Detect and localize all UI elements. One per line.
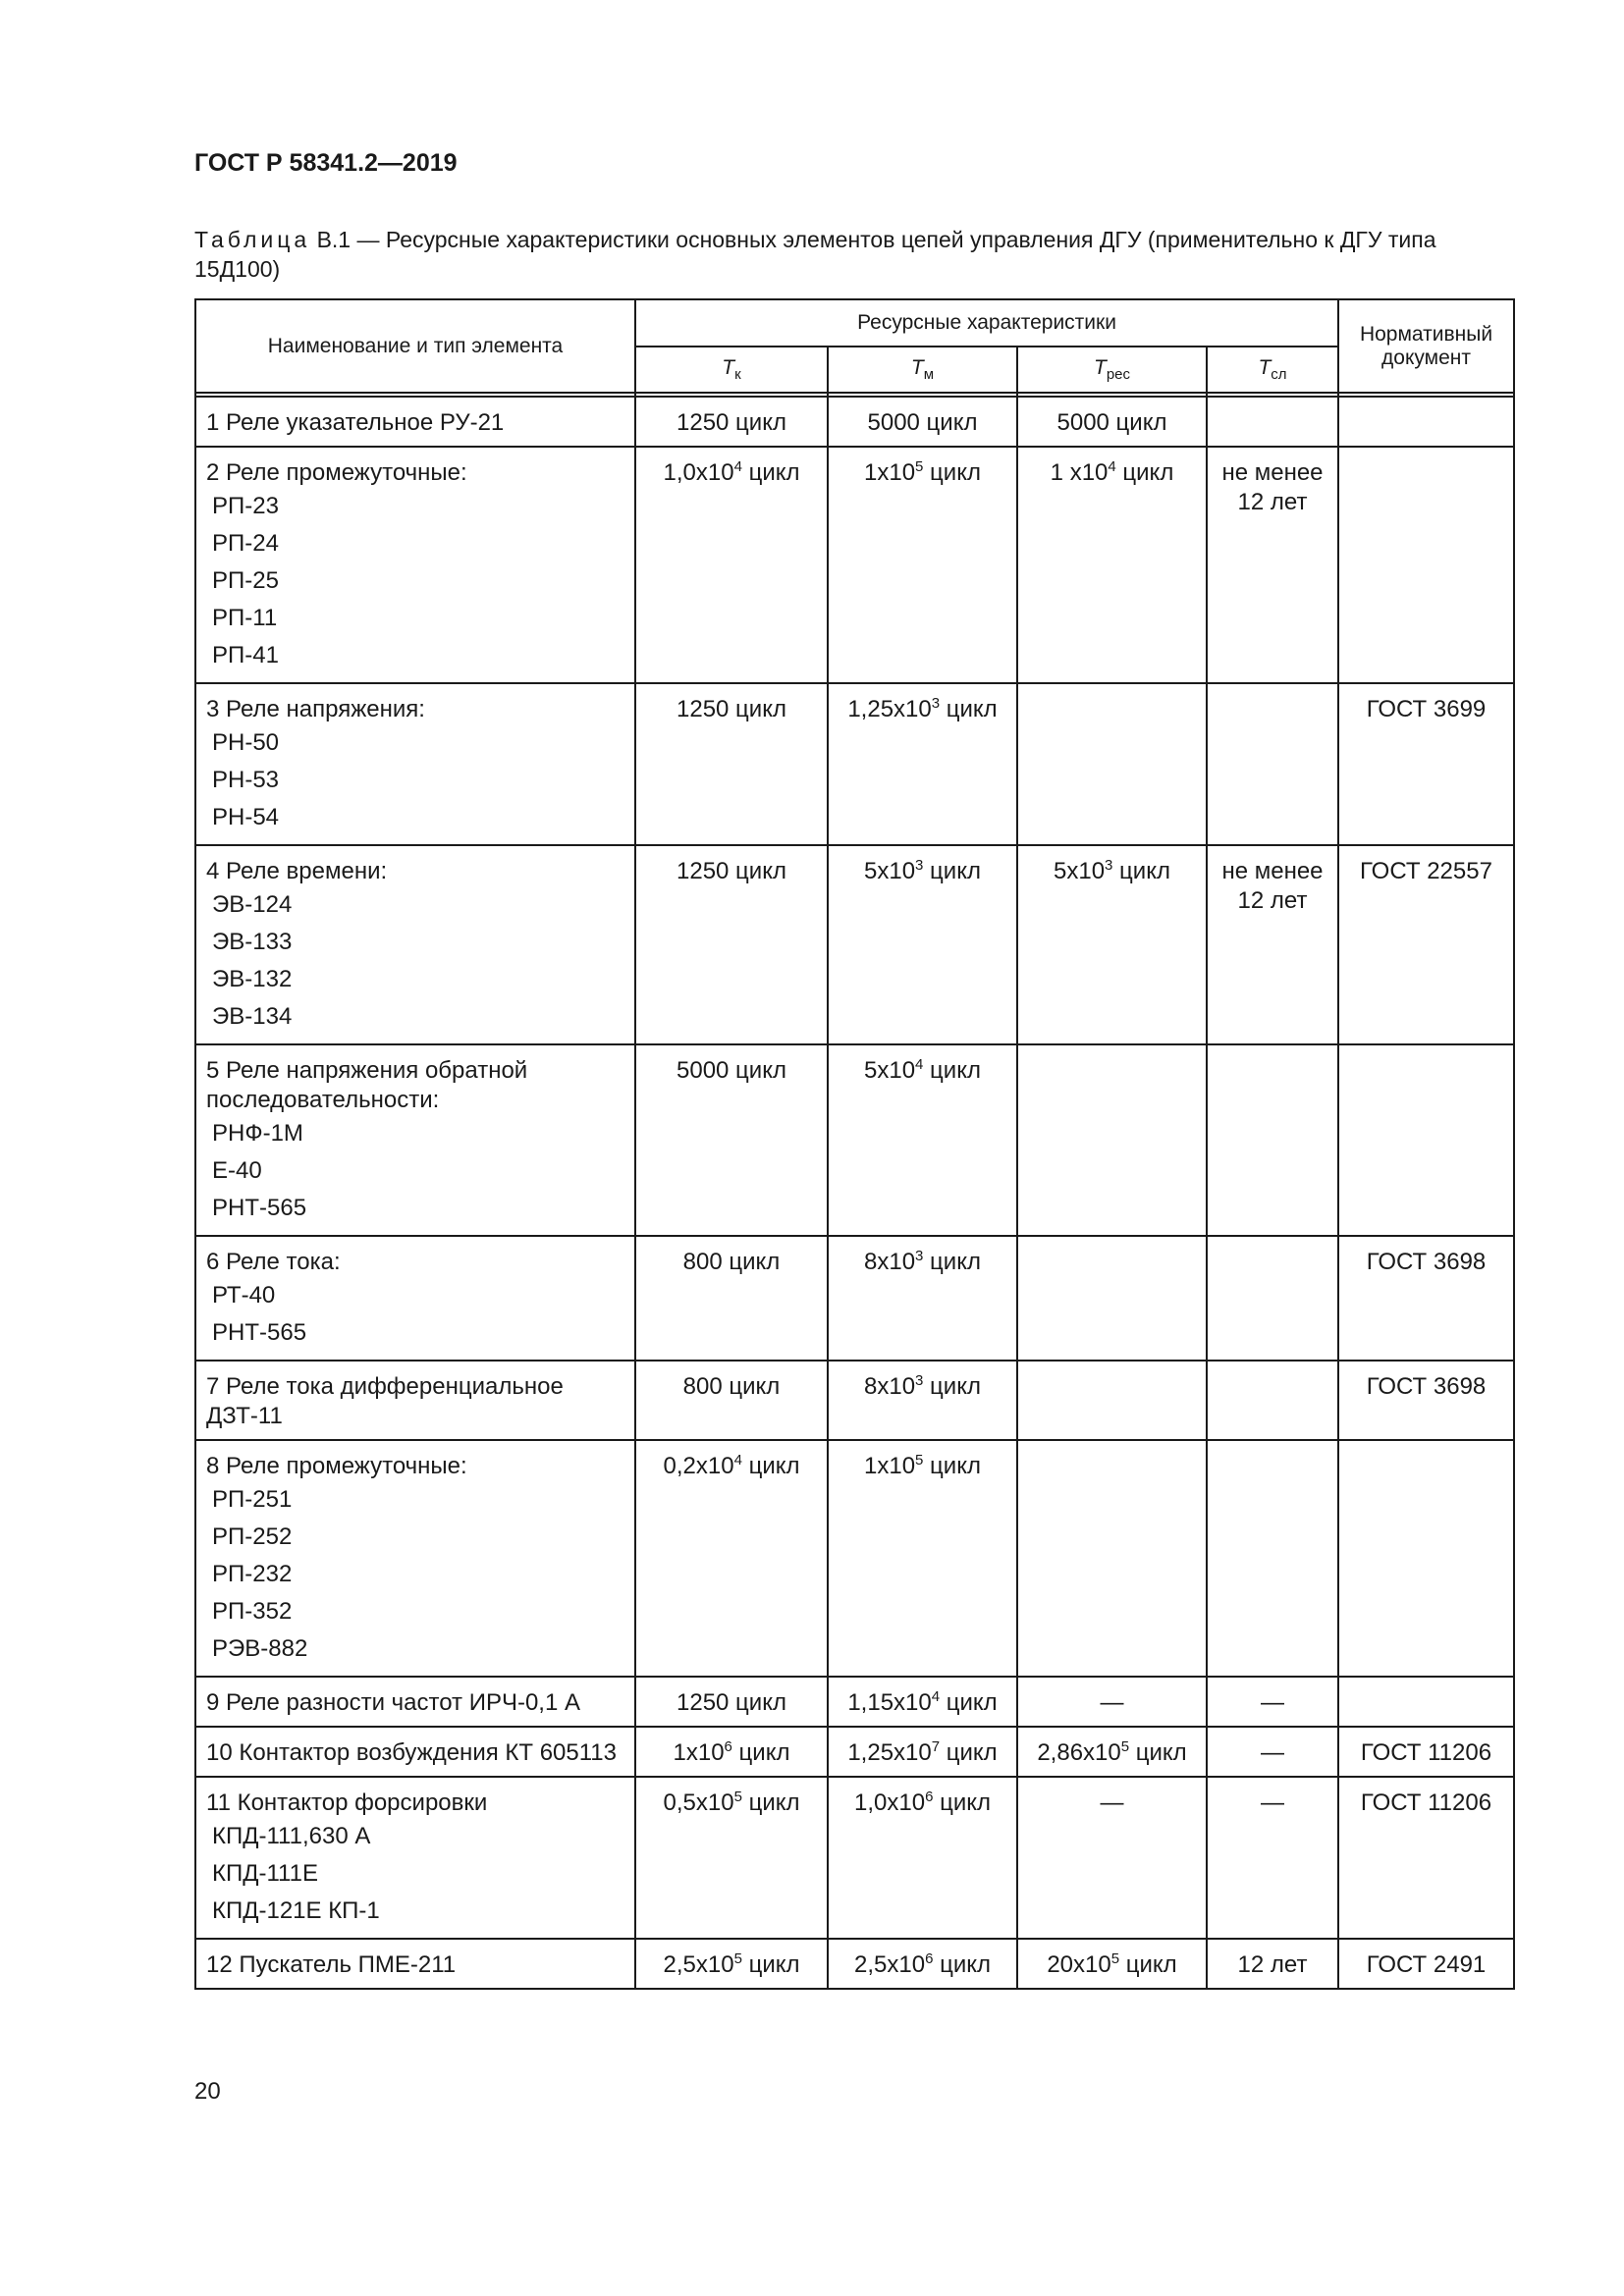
cell-tsl bbox=[1207, 1044, 1338, 1236]
header-tres-symbol: T bbox=[1093, 355, 1107, 379]
element-type: РНТ-565 bbox=[212, 1195, 307, 1221]
value-exponent: 4 bbox=[915, 1056, 924, 1073]
cell-doc bbox=[1338, 1777, 1514, 1939]
cell-doc bbox=[1338, 1044, 1514, 1236]
value-base: 2,5х10 bbox=[663, 1951, 734, 1978]
value-exponent: 7 bbox=[931, 1738, 941, 1755]
cell-tsl bbox=[1207, 397, 1338, 447]
value-base: 2,5х10 bbox=[854, 1951, 926, 1978]
cell-tk bbox=[635, 1044, 828, 1236]
element-type: ЭВ-133 bbox=[212, 929, 293, 955]
value-unit: цикл bbox=[741, 1453, 800, 1479]
caption-text: В.1 — Ресурсные характеристики основных элементов цепей управления ДГУ (применительно к ДГУ типа 15Д100) bbox=[194, 227, 1436, 282]
value-exponent: 5 bbox=[1120, 1738, 1130, 1755]
table-body bbox=[195, 393, 1514, 1989]
value-text: ГОСТ 3698 bbox=[1366, 1249, 1487, 1275]
table-row bbox=[195, 1044, 1514, 1236]
value-unit: цикл bbox=[1119, 1951, 1177, 1978]
element-type: РП-41 bbox=[212, 642, 279, 668]
value-exponent: 5 bbox=[1110, 1950, 1120, 1967]
cell-doc bbox=[1338, 1939, 1514, 1989]
cell-tres bbox=[1017, 845, 1207, 1044]
element-type: РП-23 bbox=[212, 493, 279, 519]
element-name-cell bbox=[195, 1236, 635, 1361]
element-type: РН-54 bbox=[212, 804, 280, 830]
element-name-cell bbox=[195, 1677, 635, 1727]
cell-tk bbox=[635, 1727, 828, 1777]
element-name: 3 Реле напряжения: bbox=[206, 696, 425, 722]
table-row bbox=[195, 397, 1514, 447]
cell-tk bbox=[635, 1777, 828, 1939]
cell-tk bbox=[635, 1236, 828, 1361]
value-unit: цикл bbox=[1112, 858, 1170, 884]
value-unit: цикл bbox=[940, 1739, 998, 1766]
value-text: 5000 цикл bbox=[867, 409, 978, 436]
header-name: Наименование и тип элемента bbox=[195, 299, 635, 393]
element-type: РНТ-565 bbox=[212, 1319, 307, 1346]
element-name-cell bbox=[195, 1440, 635, 1677]
header-resource-group: Ресурсные характеристики bbox=[635, 299, 1338, 347]
value-exponent: 5 bbox=[915, 458, 924, 475]
cell-tres bbox=[1017, 1440, 1207, 1677]
element-type: РП-11 bbox=[212, 605, 278, 631]
value-text: — bbox=[1261, 1739, 1284, 1766]
value-base: 1 х10 bbox=[1050, 459, 1109, 486]
element-type: РП-352 bbox=[212, 1598, 293, 1625]
value-text: ГОСТ 3699 bbox=[1366, 696, 1487, 722]
cell-tm bbox=[828, 1044, 1017, 1236]
element-name: 9 Реле разности частот ИРЧ-0,1 А bbox=[206, 1689, 580, 1716]
value-unit: цикл bbox=[1129, 1739, 1187, 1766]
value-text: 12 лет bbox=[1237, 1951, 1308, 1978]
header-tm bbox=[828, 347, 1017, 393]
element-name-cell bbox=[195, 683, 635, 845]
header-tk bbox=[635, 347, 828, 393]
value-exponent: 6 bbox=[925, 1789, 934, 1805]
element-name: 12 Пускатель ПМЕ-211 bbox=[206, 1951, 457, 1978]
value-text: 1250 цикл bbox=[677, 1689, 786, 1716]
cell-tsl bbox=[1207, 1677, 1338, 1727]
cell-doc bbox=[1338, 1361, 1514, 1440]
table-caption bbox=[194, 225, 1512, 284]
table-row bbox=[195, 845, 1514, 1044]
element-type: РП-25 bbox=[212, 567, 279, 594]
value-text: 1250 цикл bbox=[677, 696, 786, 722]
value-exponent: 3 bbox=[915, 1372, 924, 1389]
cell-tres bbox=[1017, 447, 1207, 683]
cell-doc bbox=[1338, 447, 1514, 683]
element-type: РП-252 bbox=[212, 1523, 293, 1550]
cell-tsl bbox=[1207, 683, 1338, 845]
cell-tm bbox=[828, 1440, 1017, 1677]
cell-tk bbox=[635, 447, 828, 683]
element-name: 4 Реле времени: bbox=[206, 858, 388, 884]
value-base: 5х10 bbox=[1054, 858, 1106, 884]
value-exponent: 5 bbox=[915, 1452, 924, 1468]
value-text: 5000 цикл bbox=[677, 1057, 786, 1084]
value-text: 5000 цикл bbox=[1056, 409, 1167, 436]
table-row bbox=[195, 683, 1514, 845]
element-type: ЭВ-124 bbox=[212, 891, 293, 918]
header-tk-sub: к bbox=[734, 366, 741, 384]
value-exponent: 3 bbox=[915, 1248, 924, 1264]
value-text: 1250 цикл bbox=[677, 409, 786, 436]
element-name-cell bbox=[195, 1727, 635, 1777]
cell-tk bbox=[635, 1440, 828, 1677]
value-text: ГОСТ 11206 bbox=[1360, 1789, 1492, 1816]
value-base: 1х10 bbox=[864, 1453, 916, 1479]
value-unit: цикл bbox=[923, 1373, 981, 1400]
element-type: РП-251 bbox=[212, 1486, 293, 1513]
value-unit: цикл bbox=[923, 858, 981, 884]
value-text: 800 цикл bbox=[682, 1249, 781, 1275]
value-unit: цикл bbox=[741, 1951, 800, 1978]
header-tsl-symbol: T bbox=[1258, 355, 1272, 379]
value-base: 0,2х10 bbox=[663, 1453, 734, 1479]
value-exponent: 4 bbox=[733, 458, 742, 475]
value-exponent: 4 bbox=[733, 1452, 742, 1468]
cell-doc bbox=[1338, 1677, 1514, 1727]
element-name-cell bbox=[195, 447, 635, 683]
cell-tm bbox=[828, 397, 1017, 447]
value-text: ГОСТ 22557 bbox=[1360, 858, 1492, 884]
resource-table bbox=[194, 298, 1515, 1990]
cell-tk bbox=[635, 1361, 828, 1440]
cell-doc bbox=[1338, 397, 1514, 447]
value-exponent: 4 bbox=[1108, 458, 1116, 475]
cell-tres bbox=[1017, 1939, 1207, 1989]
value-unit: цикл bbox=[1115, 459, 1174, 486]
cell-tsl bbox=[1207, 1939, 1338, 1989]
element-name: 5 Реле напряжения обратной последовательности: bbox=[206, 1057, 528, 1113]
value-unit: цикл bbox=[940, 696, 998, 722]
cell-tm bbox=[828, 447, 1017, 683]
value-base: 2,86х10 bbox=[1037, 1739, 1121, 1766]
element-type: ЭВ-134 bbox=[212, 1003, 293, 1030]
table-row bbox=[195, 1361, 1514, 1440]
table-row bbox=[195, 1677, 1514, 1727]
table-row bbox=[195, 1777, 1514, 1939]
page-number: 20 bbox=[194, 2078, 221, 2105]
cell-tm bbox=[828, 1677, 1017, 1727]
cell-tk bbox=[635, 1677, 828, 1727]
element-type: КПД-111Е bbox=[212, 1860, 318, 1887]
cell-doc bbox=[1338, 845, 1514, 1044]
element-name-cell bbox=[195, 1939, 635, 1989]
value-unit: цикл bbox=[731, 1739, 790, 1766]
cell-tm bbox=[828, 1939, 1017, 1989]
table-row bbox=[195, 1236, 1514, 1361]
element-type: КПД-121Е КП-1 bbox=[212, 1897, 380, 1924]
element-type: РНФ-1М bbox=[212, 1120, 303, 1147]
value-text: не менее 12 лет bbox=[1221, 459, 1324, 515]
header-tm-sub: м bbox=[923, 366, 935, 384]
value-text: ГОСТ 3698 bbox=[1366, 1373, 1487, 1400]
element-name-cell bbox=[195, 845, 635, 1044]
header-tres bbox=[1017, 347, 1207, 393]
cell-tres bbox=[1017, 1727, 1207, 1777]
cell-tk bbox=[635, 845, 828, 1044]
element-name-cell bbox=[195, 397, 635, 447]
element-type: Е-40 bbox=[212, 1157, 262, 1184]
value-exponent: 3 bbox=[931, 695, 941, 712]
value-text: 1250 цикл bbox=[677, 858, 786, 884]
value-text: — bbox=[1100, 1789, 1124, 1816]
cell-tsl bbox=[1207, 845, 1338, 1044]
element-name: 11 Контактор форсировки bbox=[206, 1789, 488, 1816]
value-text: не менее 12 лет bbox=[1221, 858, 1324, 914]
value-base: 1,25х10 bbox=[847, 1739, 932, 1766]
cell-tres bbox=[1017, 1361, 1207, 1440]
cell-tk bbox=[635, 397, 828, 447]
element-type: РН-53 bbox=[212, 767, 280, 793]
cell-doc bbox=[1338, 1440, 1514, 1677]
cell-tsl bbox=[1207, 1777, 1338, 1939]
cell-tm bbox=[828, 1727, 1017, 1777]
value-base: 1х10 bbox=[673, 1739, 725, 1766]
value-base: 5х10 bbox=[864, 1057, 916, 1084]
cell-tk bbox=[635, 1939, 828, 1989]
element-type: РЭВ-882 bbox=[212, 1635, 308, 1662]
element-type: РТ-40 bbox=[212, 1282, 276, 1308]
element-name-cell bbox=[195, 1044, 635, 1236]
value-base: 1х10 bbox=[864, 459, 916, 486]
value-base: 20х10 bbox=[1047, 1951, 1111, 1978]
cell-doc bbox=[1338, 1236, 1514, 1361]
cell-tres bbox=[1017, 683, 1207, 845]
cell-tres bbox=[1017, 1777, 1207, 1939]
value-unit: цикл bbox=[741, 1789, 800, 1816]
table-row bbox=[195, 1440, 1514, 1677]
document-header: ГОСТ Р 58341.2—2019 bbox=[194, 149, 458, 177]
cell-tsl bbox=[1207, 1440, 1338, 1677]
value-unit: цикл bbox=[933, 1951, 991, 1978]
cell-tsl bbox=[1207, 1361, 1338, 1440]
value-unit: цикл bbox=[923, 459, 981, 486]
value-unit: цикл bbox=[940, 1689, 998, 1716]
element-type: ЭВ-132 bbox=[212, 966, 293, 992]
value-base: 1,0х10 bbox=[854, 1789, 926, 1816]
value-base: 8х10 bbox=[864, 1249, 916, 1275]
value-exponent: 5 bbox=[733, 1950, 742, 1967]
header-tk-symbol: T bbox=[722, 355, 735, 379]
cell-tsl bbox=[1207, 447, 1338, 683]
cell-tm bbox=[828, 1777, 1017, 1939]
cell-tres bbox=[1017, 1236, 1207, 1361]
value-base: 0,5х10 bbox=[663, 1789, 734, 1816]
value-text: — bbox=[1261, 1689, 1284, 1716]
value-unit: цикл bbox=[741, 459, 800, 486]
value-base: 8х10 bbox=[864, 1373, 916, 1400]
cell-tres bbox=[1017, 1677, 1207, 1727]
element-name: 7 Реле тока дифференциальное ДЗТ-11 bbox=[206, 1373, 564, 1429]
cell-tm bbox=[828, 845, 1017, 1044]
value-exponent: 4 bbox=[931, 1688, 941, 1705]
cell-tm bbox=[828, 683, 1017, 845]
cell-tk bbox=[635, 683, 828, 845]
value-unit: цикл bbox=[933, 1789, 991, 1816]
element-type: КПД-111,630 А bbox=[212, 1823, 371, 1849]
cell-tm bbox=[828, 1236, 1017, 1361]
element-name: 1 Реле указательное РУ-21 bbox=[206, 409, 505, 436]
table-row bbox=[195, 1939, 1514, 1989]
header-normative-doc: Нормативный документ bbox=[1338, 299, 1514, 393]
value-exponent: 3 bbox=[915, 857, 924, 874]
value-base: 5х10 bbox=[864, 858, 916, 884]
header-tsl bbox=[1207, 347, 1338, 393]
value-exponent: 6 bbox=[925, 1950, 934, 1967]
value-text: ГОСТ 11206 bbox=[1360, 1739, 1492, 1766]
value-text: ГОСТ 2491 bbox=[1366, 1951, 1487, 1978]
value-exponent: 6 bbox=[724, 1738, 732, 1755]
element-name: 2 Реле промежуточные: bbox=[206, 459, 467, 486]
cell-doc bbox=[1338, 1727, 1514, 1777]
element-name: 6 Реле тока: bbox=[206, 1249, 341, 1275]
table-row bbox=[195, 447, 1514, 683]
element-type: РП-24 bbox=[212, 530, 279, 557]
cell-tsl bbox=[1207, 1236, 1338, 1361]
table-row bbox=[195, 1727, 1514, 1777]
value-exponent: 3 bbox=[1105, 857, 1113, 874]
value-text: — bbox=[1261, 1789, 1284, 1816]
element-type: РП-232 bbox=[212, 1561, 293, 1587]
cell-tsl bbox=[1207, 1727, 1338, 1777]
element-name-cell bbox=[195, 1777, 635, 1939]
value-exponent: 5 bbox=[733, 1789, 742, 1805]
value-unit: цикл bbox=[923, 1453, 981, 1479]
value-unit: цикл bbox=[923, 1249, 981, 1275]
header-tsl-sub: сл bbox=[1271, 366, 1287, 384]
element-name: 10 Контактор возбуждения КТ 605113 bbox=[206, 1739, 617, 1766]
header-tm-symbol: T bbox=[910, 355, 924, 379]
value-text: — bbox=[1100, 1689, 1124, 1716]
value-base: 1,15х10 bbox=[847, 1689, 932, 1716]
element-type: РН-50 bbox=[212, 729, 280, 756]
value-base: 1,0х10 bbox=[663, 459, 734, 486]
cell-tres bbox=[1017, 1044, 1207, 1236]
cell-doc bbox=[1338, 683, 1514, 845]
caption-lead: Таблица bbox=[194, 227, 311, 252]
cell-tres bbox=[1017, 397, 1207, 447]
value-unit: цикл bbox=[923, 1057, 981, 1084]
element-name: 8 Реле промежуточные: bbox=[206, 1453, 467, 1479]
value-base: 1,25х10 bbox=[847, 696, 932, 722]
value-text: 800 цикл bbox=[682, 1373, 781, 1400]
header-tres-sub: рес bbox=[1106, 366, 1130, 384]
element-name-cell bbox=[195, 1361, 635, 1440]
cell-tm bbox=[828, 1361, 1017, 1440]
